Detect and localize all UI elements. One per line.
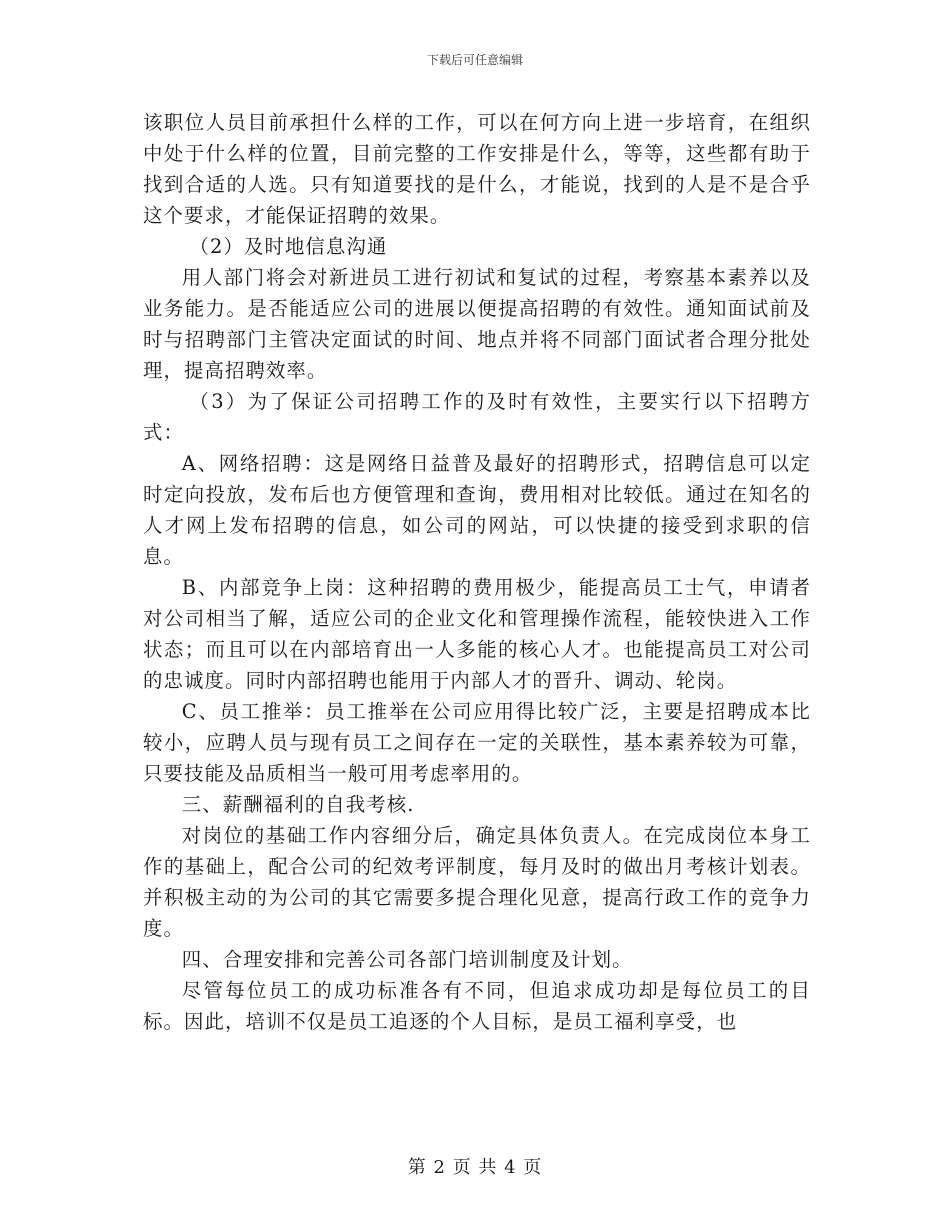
paragraph: 该职位人员目前承担什么样的工作，可以在何方向上进一步培育，在组织中处于什么样的位置，目前完整的工作安排是什么，等等，这些都有助于找到合适的人选。只有知道要找的是什么，才能说，找到的人是不是合乎这个要求，才能保证招聘的效果。: [143, 111, 811, 227]
page-header: 下载后可任意编辑: [426, 53, 523, 67]
paragraph: 对岗位的基础工作内容细分后，确定具体负责人。在完成岗位本身工作的基础上，配合公司的纪效考评制度，每月及时的做出月考核计划表。并积极主动的为公司的其它需要多提合理化见意，提高行政工作的竞争力度。: [143, 824, 811, 940]
paragraph: C、员工推举：员工推举在公司应用得比较广泛，主要是招聘成本比较小，应聘人员与现有员工之间存在一定的关联性，基本素养较为可靠，只要技能及品质相当一般可用考虑率用的。: [143, 700, 811, 785]
paragraph: A、网络招聘：这是网络日益普及最好的招聘形式，招聘信息可以定时定向投放，发布后也方便管理和查询，费用相对比较低。通过在知名的人才网上发布招聘的信息，如公司的网站，可以快捷的接受到求职的信息。: [143, 452, 811, 568]
paragraph: 尽管每位员工的成功标准各有不同，但追求成功却是每位员工的目标。因此，培训不仅是员工追逐的个人目标，是员工福利享受，也: [143, 979, 811, 1033]
page-number-footer: 第 2 页 共 4 页: [407, 1157, 543, 1178]
paragraph: 用人部门将会对新进员工进行初试和复试的过程，考察基本素养以及业务能力。是否能适应公司的进展以便提高招聘的有效性。通知面试前及时与招聘部门主管决定面试的时间、地点并将不同部门面试者合理分批处理，提高招聘效率。: [143, 266, 811, 382]
paragraph: B、内部竞争上岗：这种招聘的费用极少，能提高员工士气，申请者对公司相当了解，适应公司的企业文化和管理操作流程，能较快进入工作状态；而且可以在内部培育出一人多能的核心人才。也能提高员工对公司的忠诚度。同时内部招聘也能用于内部人才的晋升、调动、轮岗。: [143, 576, 811, 692]
section-heading: 四、合理安排和完善公司各部门培训制度及计划。: [181, 948, 633, 971]
subheading-paragraph: （2）及时地信息沟通: [189, 235, 388, 258]
section-heading: 三、薪酬福利的自我考核.: [181, 793, 415, 816]
document-body: [143, 107, 811, 1037]
subheading-paragraph: （3）为了保证公司招聘工作的及时有效性，主要实行以下招聘方式：: [143, 390, 811, 444]
